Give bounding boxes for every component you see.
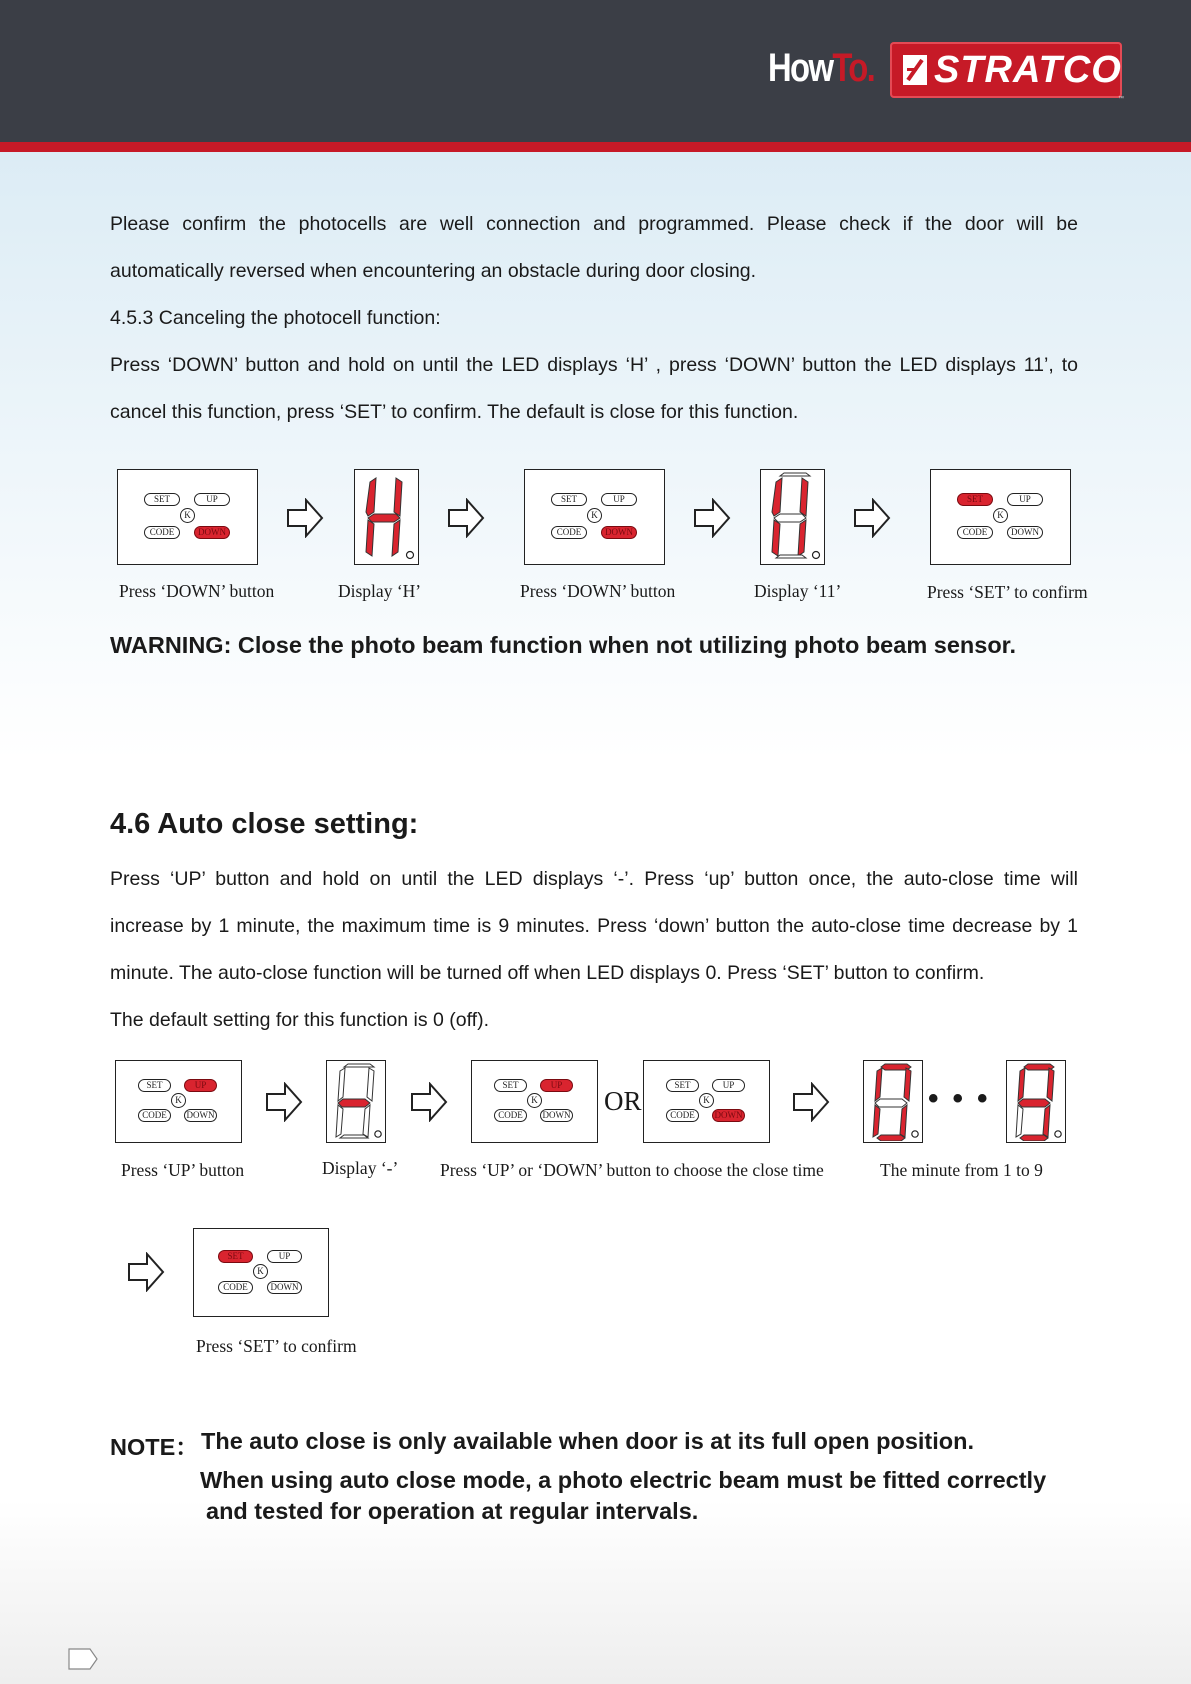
keypad-panel xyxy=(524,469,665,565)
note-line3: and tested for operation at regular intervals. xyxy=(206,1498,699,1524)
code-button[interactable]: CODE xyxy=(551,526,587,539)
note-line2: When using auto close mode, a photo electric beam must be fitted correctly xyxy=(200,1467,1047,1493)
set-button[interactable]: SET xyxy=(666,1079,699,1092)
page-tab-icon xyxy=(68,1648,98,1670)
auto-close-line1: Press ‘UP’ button and hold on until the LED displays ‘-’. Press ‘up’ button once, the auto-close time will xyxy=(110,868,1078,890)
k-button[interactable]: K xyxy=(253,1264,268,1279)
up-button-pressed[interactable]: UP xyxy=(184,1079,217,1092)
section-title: 4.6 Auto close setting: xyxy=(110,808,419,840)
up-button[interactable]: UP xyxy=(194,493,230,506)
photocell-confirm-line2: automatically reversed when encountering an obstacle during door closing. xyxy=(110,260,757,282)
header-red-stripe xyxy=(0,142,1191,152)
ellipsis-dots: ••• xyxy=(928,1082,1002,1115)
diagram2-caption: The minute from 1 to 9 xyxy=(880,1160,1043,1180)
note-line1: The auto close is only available when door is at its full open position. xyxy=(201,1428,975,1454)
auto-close-line3: minute. The auto-close function will be turned off when LED displays 0. Press ‘SET’ button to confirm. xyxy=(110,962,985,984)
k-button[interactable]: K xyxy=(180,508,195,523)
stratco-logo: STRATCO xyxy=(890,42,1122,98)
arrow-right-icon xyxy=(693,498,731,538)
keypad-panel xyxy=(193,1228,329,1317)
led-display-dash xyxy=(326,1060,386,1143)
up-button[interactable]: UP xyxy=(267,1250,302,1263)
code-button[interactable]: CODE xyxy=(494,1109,527,1122)
up-button-pressed[interactable]: UP xyxy=(540,1079,573,1092)
up-button[interactable]: UP xyxy=(712,1079,745,1092)
set-button-pressed[interactable]: SET xyxy=(957,493,993,506)
code-button[interactable]: CODE xyxy=(666,1109,699,1122)
down-button-pressed[interactable]: DOWN xyxy=(194,526,230,539)
diagram1-caption: Display ‘11’ xyxy=(754,581,842,601)
down-button[interactable]: DOWN xyxy=(1007,526,1043,539)
keypad-panel xyxy=(471,1060,598,1143)
led-display-9 xyxy=(1006,1060,1066,1143)
warning-text: WARNING: Close the photo beam function when not utilizing photo beam sensor. xyxy=(110,632,1017,658)
keypad-panel xyxy=(117,469,258,565)
down-button-pressed[interactable]: DOWN xyxy=(712,1109,745,1122)
code-button[interactable]: CODE xyxy=(138,1109,171,1122)
k-button[interactable]: K xyxy=(587,508,602,523)
or-label: OR xyxy=(604,1086,642,1116)
up-button[interactable]: UP xyxy=(1007,493,1043,506)
down-button[interactable]: DOWN xyxy=(540,1109,573,1122)
down-button[interactable]: DOWN xyxy=(267,1281,302,1294)
led-display-0 xyxy=(863,1060,923,1143)
cancel-line2: cancel this function, press ‘SET’ to confirm. The default is close for this function. xyxy=(110,401,799,423)
diagram2-caption: Press ‘UP’ or ‘DOWN’ button to choose the close time xyxy=(440,1160,824,1180)
set-button[interactable]: SET xyxy=(494,1079,527,1092)
arrow-right-icon xyxy=(447,498,485,538)
down-button-pressed[interactable]: DOWN xyxy=(601,526,637,539)
diagram1-caption: Press ‘DOWN’ button xyxy=(520,581,676,601)
diagram2-caption: Press ‘UP’ button xyxy=(121,1160,245,1180)
k-button[interactable]: K xyxy=(993,508,1008,523)
down-button[interactable]: DOWN xyxy=(184,1109,217,1122)
up-button[interactable]: UP xyxy=(601,493,637,506)
cancel-line1: Press ‘DOWN’ button and hold on until the LED displays ‘H’ , press ‘DOWN’ button the LED displays 11’, to xyxy=(110,354,1078,376)
arrow-right-icon xyxy=(792,1082,830,1122)
set-button[interactable]: SET xyxy=(144,493,180,506)
k-button[interactable]: K xyxy=(699,1093,714,1108)
set-button[interactable]: SET xyxy=(138,1079,171,1092)
keypad-panel xyxy=(930,469,1071,565)
cancel-heading: 4.5.3 Canceling the photocell function: xyxy=(110,307,441,329)
diagram1-caption: Press ‘DOWN’ button xyxy=(119,581,275,601)
arrow-right-icon xyxy=(410,1082,448,1122)
arrow-right-icon xyxy=(853,498,891,538)
keypad-panel xyxy=(115,1060,242,1143)
arrow-right-icon xyxy=(127,1252,165,1292)
code-button[interactable]: CODE xyxy=(218,1281,253,1294)
diagram1-caption: Press ‘SET’ to confirm xyxy=(927,582,1088,602)
led-display-11 xyxy=(760,469,825,565)
code-button[interactable]: CODE xyxy=(144,526,180,539)
arrow-right-icon xyxy=(265,1082,303,1122)
keypad-panel xyxy=(643,1060,770,1143)
set-button[interactable]: SET xyxy=(551,493,587,506)
k-button[interactable]: K xyxy=(171,1093,186,1108)
auto-close-line2: increase by 1 minute, the maximum time is 9 minutes. Press ‘down’ button the auto-close time decrease by 1 xyxy=(110,915,1078,937)
code-button[interactable]: CODE xyxy=(957,526,993,539)
stratco-mark-icon xyxy=(902,54,928,86)
note-label: NOTE： xyxy=(110,1434,199,1460)
photocell-confirm-line1: Please confirm the photocells are well connection and programmed. Please check if the door will be xyxy=(110,213,1078,235)
diagram2-caption: Press ‘SET’ to confirm xyxy=(196,1336,357,1356)
auto-close-line4: The default setting for this function is 0 (off). xyxy=(110,1009,490,1031)
set-button-pressed[interactable]: SET xyxy=(218,1250,253,1263)
diagram1-caption: Display ‘H’ xyxy=(338,581,422,601)
howto-logo: HowTo. xyxy=(768,46,875,90)
trademark-symbol: ™ xyxy=(1118,96,1124,102)
led-display-H xyxy=(354,469,419,565)
arrow-right-icon xyxy=(286,498,324,538)
k-button[interactable]: K xyxy=(527,1093,542,1108)
diagram2-caption: Display ‘-’ xyxy=(322,1158,399,1178)
